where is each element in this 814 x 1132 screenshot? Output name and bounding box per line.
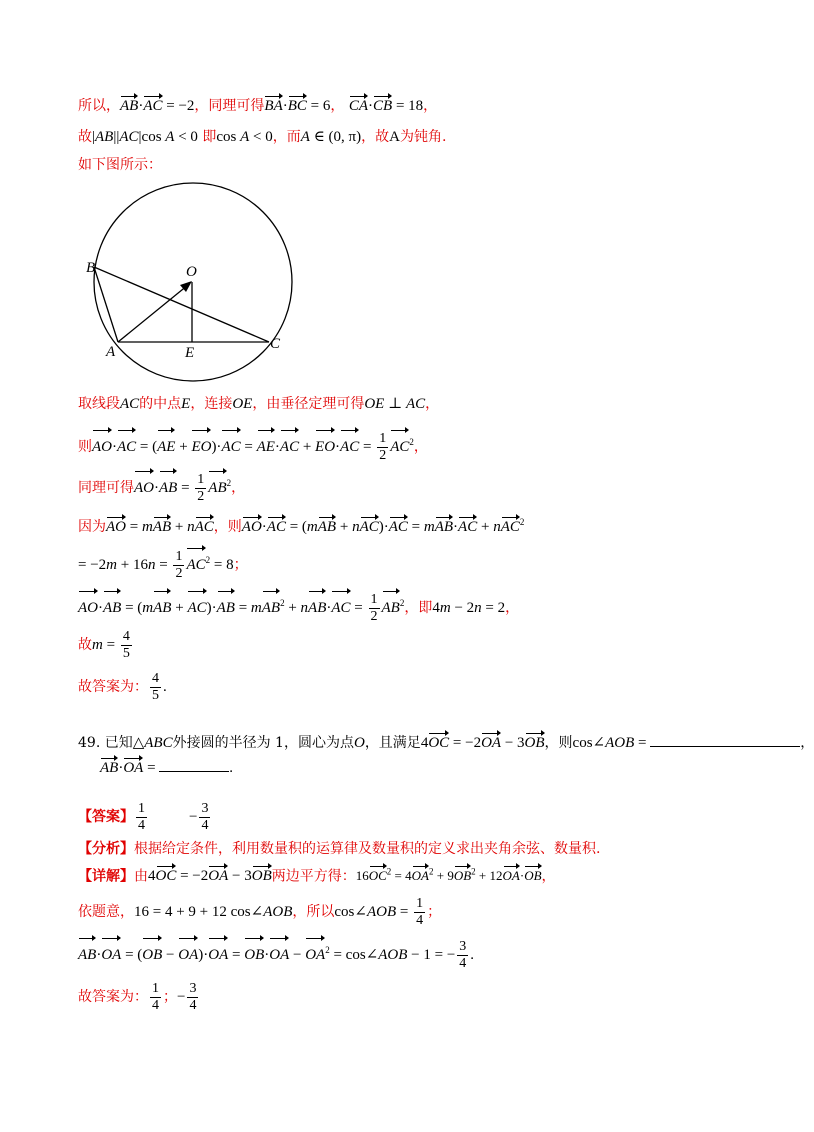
solution-line-1 bbox=[78, 394, 439, 414]
q49-line-2: AB·OA = . bbox=[100, 760, 234, 776]
math-eq-mn: = −2m + 16n = bbox=[78, 557, 172, 573]
text: ，即 bbox=[404, 600, 433, 616]
text: A bbox=[389, 129, 400, 145]
solution-answer-line: 故答案为： $\frac{4}{5}$ . bbox=[78, 670, 167, 703]
math-cos-aob-eq: cos∠AOB = bbox=[334, 904, 413, 920]
math-m-eq: m = bbox=[92, 637, 119, 653]
text: ，由垂径定理可得 bbox=[252, 396, 365, 412]
text: ，则 bbox=[544, 735, 573, 751]
math-ab-oa: AB·OA = bbox=[100, 760, 160, 776]
text: 根据给定条件，利用数量积的运算律及数量积的定义求出夹角余弦、数量积. bbox=[134, 841, 601, 857]
label-C: C bbox=[270, 336, 281, 352]
solution-line-3: 同理可得AO·AB = $\frac{1}{2}$ $AB^2$， bbox=[78, 471, 246, 504]
text: 故 bbox=[78, 637, 92, 653]
answer-blank-2[interactable] bbox=[159, 771, 229, 772]
fraction-final-2: $\frac{3}{4}$ bbox=[189, 980, 197, 1013]
text: 两边平方得： bbox=[271, 868, 356, 885]
math-ao-ab: AO·AB = bbox=[134, 480, 193, 496]
text: 依题意， bbox=[78, 904, 134, 920]
text: 故答案为： bbox=[78, 989, 148, 1005]
fraction-final-1: $\frac{1}{4}$ bbox=[152, 980, 159, 1013]
fraction-half: $\frac{1}{2}$ bbox=[379, 430, 387, 463]
math-O: O bbox=[353, 735, 365, 751]
math-AC: AC bbox=[120, 396, 140, 412]
math-ab-squared: $AB^2$ bbox=[208, 480, 231, 496]
text: 即 bbox=[202, 129, 217, 145]
math-ao-decomposition: AO = mAB + nAC bbox=[106, 519, 214, 535]
text: ，则 bbox=[213, 519, 242, 535]
question-number: 49. bbox=[78, 735, 101, 751]
solution-line-7 bbox=[78, 628, 134, 662]
solution-line-6: AO·AB = (mAB + AC)·AB = mAB$^2$ + nAB·AC = $\frac{1}{2}$ $AB^2$，即4m − 2n = 2， bbox=[78, 591, 520, 624]
math-cosA: cos A < 0 bbox=[216, 129, 273, 145]
text: ， bbox=[425, 396, 440, 412]
fraction-m-value: $\frac{4}{5}$ bbox=[122, 628, 130, 661]
math-ac-squared: $AC^2$ bbox=[390, 439, 414, 455]
text: 的中点 bbox=[139, 396, 182, 412]
math-cos-aob: cos∠AOB = bbox=[572, 735, 651, 751]
label-B: B bbox=[86, 260, 96, 276]
segment-BA bbox=[94, 267, 118, 342]
segment-BC bbox=[94, 267, 269, 342]
q49-final-answer: 故答案为： $\frac{1}{4}$ ；− $\frac{3}{4}$ bbox=[78, 980, 197, 1013]
q49-line-1 bbox=[78, 733, 814, 753]
analysis-tag: 【分析】 bbox=[78, 841, 134, 857]
math-A-range: A ∈ (0, π) bbox=[300, 129, 362, 145]
math-ab-oa-expand: $AB\cdot OA = (OB - OA)\cdot OA = OB\cdot OA - OA^2$ = cos∠AOB − 1 = − bbox=[78, 947, 455, 963]
label-O: O bbox=[186, 264, 197, 280]
text: ，且满足 bbox=[364, 735, 421, 751]
text: ， bbox=[800, 735, 814, 751]
fraction-answer: $\frac{4}{5}$ bbox=[152, 670, 159, 703]
fraction-neg-three-quarter: $\frac{3}{4}$ bbox=[459, 938, 467, 971]
solution-line-5: = −2m + 16n = $\frac{1}{2}$ $AC^2 = 8$； bbox=[78, 548, 248, 581]
q49-detail-line-1: 【详解】由4OC = −2OA − 3OB两边平方得：$16OC^2 = 4OA^2 + 9OB^2 + 12OA\cdot OB$， bbox=[78, 867, 556, 885]
solution-line-4 bbox=[78, 512, 524, 537]
text: ，连接 bbox=[190, 396, 233, 412]
math-squared-eq: $16OC^2 = 4OA^2 + 9OB^2 + 12OA\cdot OB$ bbox=[356, 868, 542, 883]
intro-line-3: 如下图所示： bbox=[78, 157, 162, 173]
intro-line-1 bbox=[78, 96, 437, 116]
text: ，故 bbox=[361, 129, 390, 145]
fraction-quarter: $\frac{1}{4}$ bbox=[416, 895, 424, 928]
text: ， bbox=[423, 98, 438, 114]
label-E: E bbox=[185, 345, 195, 361]
text: 所以， bbox=[78, 98, 120, 114]
math-ab-sq: $AB^2$ bbox=[382, 600, 405, 616]
math-ba-bc: BA·BC = 6 bbox=[264, 98, 331, 114]
detail-tag: 【详解】 bbox=[78, 868, 134, 885]
text: ， bbox=[330, 98, 345, 114]
text: 已知 bbox=[104, 735, 133, 751]
math-ao-ac-expansion: AO·AC = (AE + EO)·AC = AE·AC + EO·AC = bbox=[92, 439, 375, 455]
text: 外接圆的半径为 1，圆心为点 bbox=[172, 735, 354, 751]
intro-line-2 bbox=[78, 127, 446, 147]
circle-figure bbox=[80, 180, 310, 385]
fraction-answer-1: $\frac{1}{4}$ bbox=[138, 800, 145, 833]
math-OE-perp-AC: OE ⊥ AC bbox=[364, 396, 426, 412]
math-ac-sq-8: $AC^2 = 8$ bbox=[186, 557, 233, 573]
answer-blank-1[interactable] bbox=[650, 746, 800, 747]
text: 故 bbox=[78, 129, 92, 145]
math-ca-cb: CA·CB = 18 bbox=[348, 98, 424, 114]
q49-detail-line-3: $AB\cdot OA = (OB - OA)\cdot OA = OB\cdot OA - OA^2$ = cos∠AOB − 1 = − $\frac{3}{4}$ . bbox=[78, 938, 475, 971]
vector-AO bbox=[118, 285, 188, 342]
math-16-eq: 16 = 4 + 9 + 12 cos∠AOB bbox=[134, 904, 293, 920]
math-E: E bbox=[181, 396, 191, 412]
fraction-answer-2: $\frac{3}{4}$ bbox=[201, 800, 209, 833]
fraction-half: $\frac{1}{2}$ bbox=[175, 548, 183, 581]
q49-analysis-line bbox=[78, 839, 600, 859]
math-ab-ac: AB·AC = −2 bbox=[120, 98, 195, 114]
fraction-half: $\frac{1}{2}$ bbox=[370, 591, 378, 624]
fraction-half: $\frac{1}{2}$ bbox=[197, 471, 205, 504]
answer-tag: 【答案】 bbox=[78, 809, 134, 825]
text: 因为 bbox=[78, 519, 106, 535]
math-vector-condition: 4OC = −2OA − 3OB bbox=[148, 868, 272, 885]
q49-answer-line: 【答案】 $\frac{1}{4}$ − $\frac{3}{4}$ bbox=[78, 800, 209, 833]
text: 则 bbox=[78, 439, 92, 455]
math-triangle-abc: △ABC bbox=[132, 735, 173, 751]
text: 为钝角. bbox=[399, 129, 447, 145]
text: 取线段 bbox=[78, 396, 120, 412]
text: 由 bbox=[134, 868, 148, 885]
text: 故答案为： bbox=[78, 679, 148, 695]
text: 同理可得 bbox=[78, 480, 134, 496]
math-vector-condition: 4OC = −2OA − 3OB bbox=[420, 735, 545, 751]
text: ，而 bbox=[272, 129, 301, 145]
text: ，同理可得 bbox=[194, 98, 265, 114]
solution-line-2: 则AO·AC = (AE + EO)·AC = AE·AC + EO·AC = $\frac{1}{2}$ $AC^2$， bbox=[78, 430, 428, 463]
label-A: A bbox=[106, 344, 116, 360]
math-OE: OE bbox=[232, 396, 253, 412]
math-cosA-neg: |AB||AC|cos A < 0 bbox=[92, 129, 198, 145]
q49-detail-line-2: 依题意，16 = 4 + 9 + 12 cos∠AOB，所以cos∠AOB = $\frac{1}{4}$ ； bbox=[78, 895, 442, 928]
math-ao-ab-expand: AO·AB = (mAB + AC)·AB = mAB$^2$ + nAB·AC = bbox=[78, 600, 367, 616]
text: ，所以 bbox=[292, 904, 335, 920]
math-4m-2n: 4m − 2n = 2 bbox=[432, 600, 506, 616]
math-ao-ac-expand: AO·AC = (mAB + nAC)·AC = mAB·AC + nAC$^2$ bbox=[241, 517, 525, 535]
